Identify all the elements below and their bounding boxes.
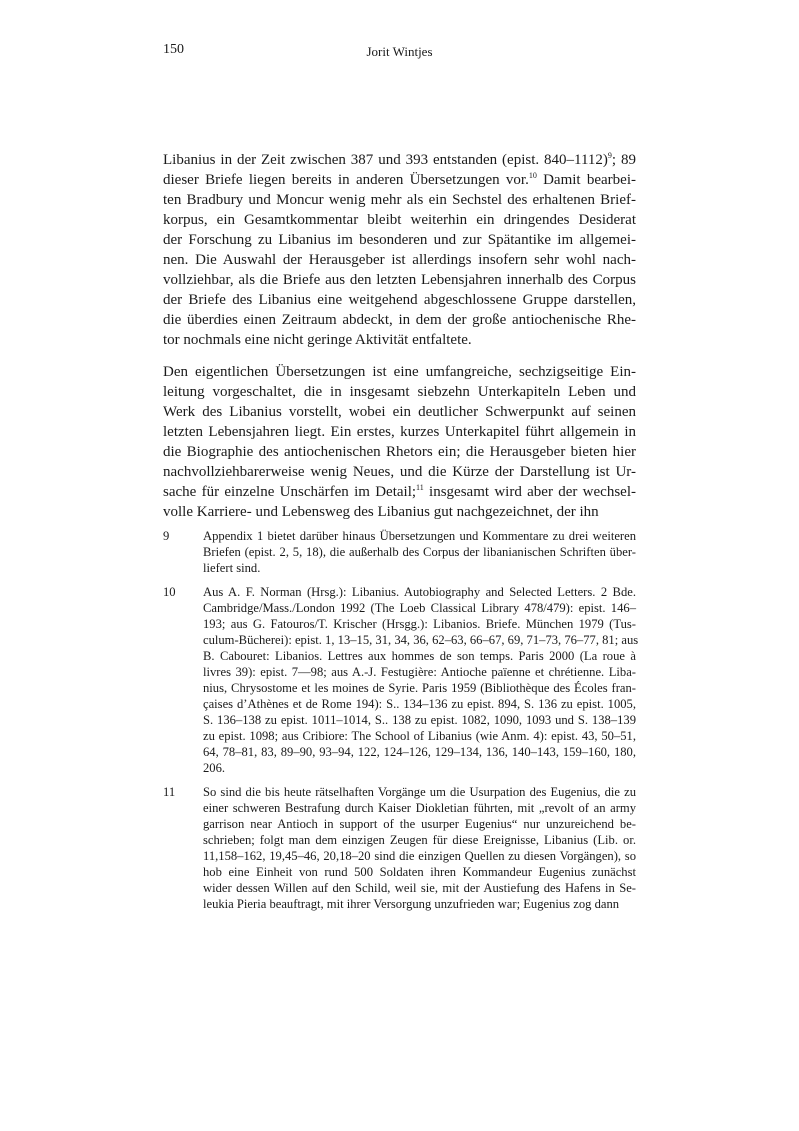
text-segment: die überdies einen Zeitraum abdeckt, in dem der große antiochenische Rhe- <box>163 312 636 328</box>
text-line <box>163 150 636 170</box>
footnote-text <box>203 528 636 576</box>
footnote-number: 10 <box>163 585 176 599</box>
body-text <box>163 150 636 534</box>
footnote-line: zu epist. 1098; aus Cribiore: The School of Libanius (wie Anm. 4): epist. 43, 50–51, <box>203 729 636 743</box>
footnote-line: Appendix 1 bietet darüber hinaus Übersetzungen und Kommentare zu drei weiteren <box>203 529 636 543</box>
footnote-line: 206. <box>203 761 226 775</box>
text-line <box>163 502 636 522</box>
text-segment: vollziehbar, als die Briefe aus den letzten Lebensjahren innerhalb des Corpus <box>163 272 636 288</box>
text-line <box>163 230 636 250</box>
footnote-line: 64, 78–81, 83, 89–90, 93–94, 122, 124–126, 129–134, 136, 140–143, 159–160, 180, <box>203 745 636 759</box>
text-segment: Werk des Libanius vorstellt, wobei ein deutlicher Schwerpunkt auf seinen <box>163 404 636 420</box>
text-line <box>163 270 636 290</box>
text-line <box>163 422 636 442</box>
text-segment: nen. Die Auswahl der Herausgeber ist allerdings insofern sehr wohl nach- <box>163 252 636 268</box>
text-line <box>163 330 636 350</box>
footnote-line: livres 39): epist. 7—98; aus A.-J. Festugière: Antioche païenne et chrétienne. Liba- <box>203 665 636 679</box>
footnote-number: 9 <box>163 529 170 543</box>
text-segment: ; 89 <box>611 152 636 168</box>
footnote-line: 11,158–162, 19,45–46, 20,18–20 sind die einzigen Quellen zu diesen Vorgängen), so <box>203 849 636 863</box>
footnote-line: Briefen (epist. 2, 5, 18), die außerhalb des Corpus der libanianischen Schriften über- <box>203 545 636 559</box>
text-segment: insgesamt wird aber der wechsel- <box>423 484 636 500</box>
text-segment: sache für einzelne Unschärfen im Detail; <box>163 484 417 500</box>
footnote-line: culum-Bücherei): epist. 1, 13–15, 31, 34, 36, 62–63, 66–67, 69, 71–73, 76–77, 81; aus <box>203 633 639 647</box>
footnote-line: liefert sind. <box>203 561 261 575</box>
text-segment: Den eigentlichen Übersetzungen ist eine umfangreiche, sechzigseitige Ein- <box>163 364 636 380</box>
text-line <box>163 482 636 502</box>
text-segment: die Biographie des antiochenischen Rhetors ein; die Herausgeber bieten hier <box>163 444 636 460</box>
footnote <box>163 584 639 776</box>
footnote-reference[interactable]: 9 <box>607 151 612 160</box>
paragraph <box>163 362 636 522</box>
footnote-line: S. 136–138 zu epist. 1011–1014, S.. 138 zu epist. 1082, 1090, 1093 und S. 138–139 <box>203 713 636 727</box>
footnote-line: einer schweren Bestrafung durch Kaiser Diokletian führten, mit „revolt of an army <box>203 801 636 815</box>
text-segment: der Forschung zu Libanius im besonderen und zur Spätantike im allgemei- <box>163 232 636 248</box>
text-segment: volle Karriere- und Lebensweg des Libanius gut nachgezeichnet, der ihn <box>163 504 599 520</box>
paragraph <box>163 150 636 350</box>
text-line <box>163 462 636 482</box>
text-line <box>163 290 636 310</box>
footnotes <box>163 528 639 920</box>
footnote-line: leukia Pieria beauftragt, mit ihrer Versorgung unzufrieden war; Eugenius zog dann <box>203 897 620 911</box>
page-number: 150 <box>163 42 184 57</box>
text-segment: nachvollziehbarerweise wenig Neues, und die Kürze der Darstellung ist Ur- <box>163 464 636 480</box>
footnote-line: hob eine Einheit von rund 500 Soldaten ihren Kommandeur Eugenius zunächst <box>203 865 636 879</box>
footnote-line: B. Cabouret: Libanios. Lettres aux hommes de son temps. Paris 2000 (La roue à <box>203 649 636 663</box>
text-line <box>163 362 636 382</box>
footnote-reference[interactable]: 11 <box>416 483 424 492</box>
text-segment: korpus, ein Gesamtkommentar bleibt weiterhin ein dringendes Desiderat <box>163 212 636 228</box>
text-segment: tor nochmals eine nicht geringe Aktivität entfaltete. <box>163 332 472 348</box>
footnote-line: wider dessen Willen auf den Schild, weil sie, mit der Austiefung des Hafens in Se- <box>203 881 636 895</box>
footnote-text <box>203 584 639 776</box>
text-segment: Damit bearbei- <box>536 172 636 188</box>
footnote-line: çaises d’Athènes et de Rome 194): S.. 134–136 zu epist. 894, S. 136 zu epist. 1005, <box>203 697 636 711</box>
text-line <box>163 310 636 330</box>
text-line <box>163 190 636 210</box>
footnote-line: So sind die bis heute rätselhaften Vorgänge um die Usurpation des Eugenius, die zu <box>203 785 636 799</box>
footnote-line: Aus A. F. Norman (Hrsg.): Libanius. Autobiography and Selected Letters. 2 Bde. <box>203 585 636 599</box>
footnote-number: 11 <box>163 785 176 799</box>
footnote-line: schrieben; folgt man dem einzigen Zeugen für diese Ereignisse, Libanius (Lib. or. <box>203 833 636 847</box>
footnote <box>163 784 636 912</box>
text-segment: der Briefe des Libanius eine weitgehend abgeschlossene Gruppe darstellen, <box>163 292 636 308</box>
text-segment: Libanius in der Zeit zwischen 387 und 393 entstanden (epist. 840–1112) <box>163 152 608 168</box>
text-line <box>163 250 636 270</box>
footnote-line: garrison near Antioch in support of the usurper Eugenius“ nur unzureichend be- <box>203 817 636 831</box>
text-segment: leitung vorgeschaltet, die in insgesamt siebzehn Unterkapiteln Leben und <box>163 384 636 400</box>
text-line <box>163 442 636 462</box>
running-head: Jorit Wintjes <box>366 44 433 59</box>
footnote-reference[interactable]: 10 <box>528 171 537 180</box>
text-line <box>163 382 636 402</box>
footnote-line: Cambridge/Mass./London 1992 (The Loeb Classical Library 478/479): epist. 146– <box>203 601 636 615</box>
text-line <box>163 210 636 230</box>
footnote-line: 193; aus G. Fatouros/T. Krischer (Hrsgg.): Libanios. Briefe. München 1979 (Tus- <box>203 617 636 631</box>
text-segment: ten Bradbury und Moncur wenig mehr als ein Sechstel des erhaltenen Brief- <box>163 192 636 208</box>
text-segment: letzten Lebensjahren liegt. Ein erstes, kurzes Unterkapitel führt allgemein in <box>163 424 636 440</box>
footnote-text <box>203 784 636 912</box>
footnote <box>163 528 636 576</box>
text-segment: dieser Briefe liegen bereits in anderen Übersetzungen vor. <box>163 172 529 188</box>
footnote-line: nius, Chrysostome et les moines de Syrie. Paris 1959 (Bibliothèque des Écoles fran- <box>203 681 636 695</box>
text-line <box>163 170 636 190</box>
text-line <box>163 402 636 422</box>
